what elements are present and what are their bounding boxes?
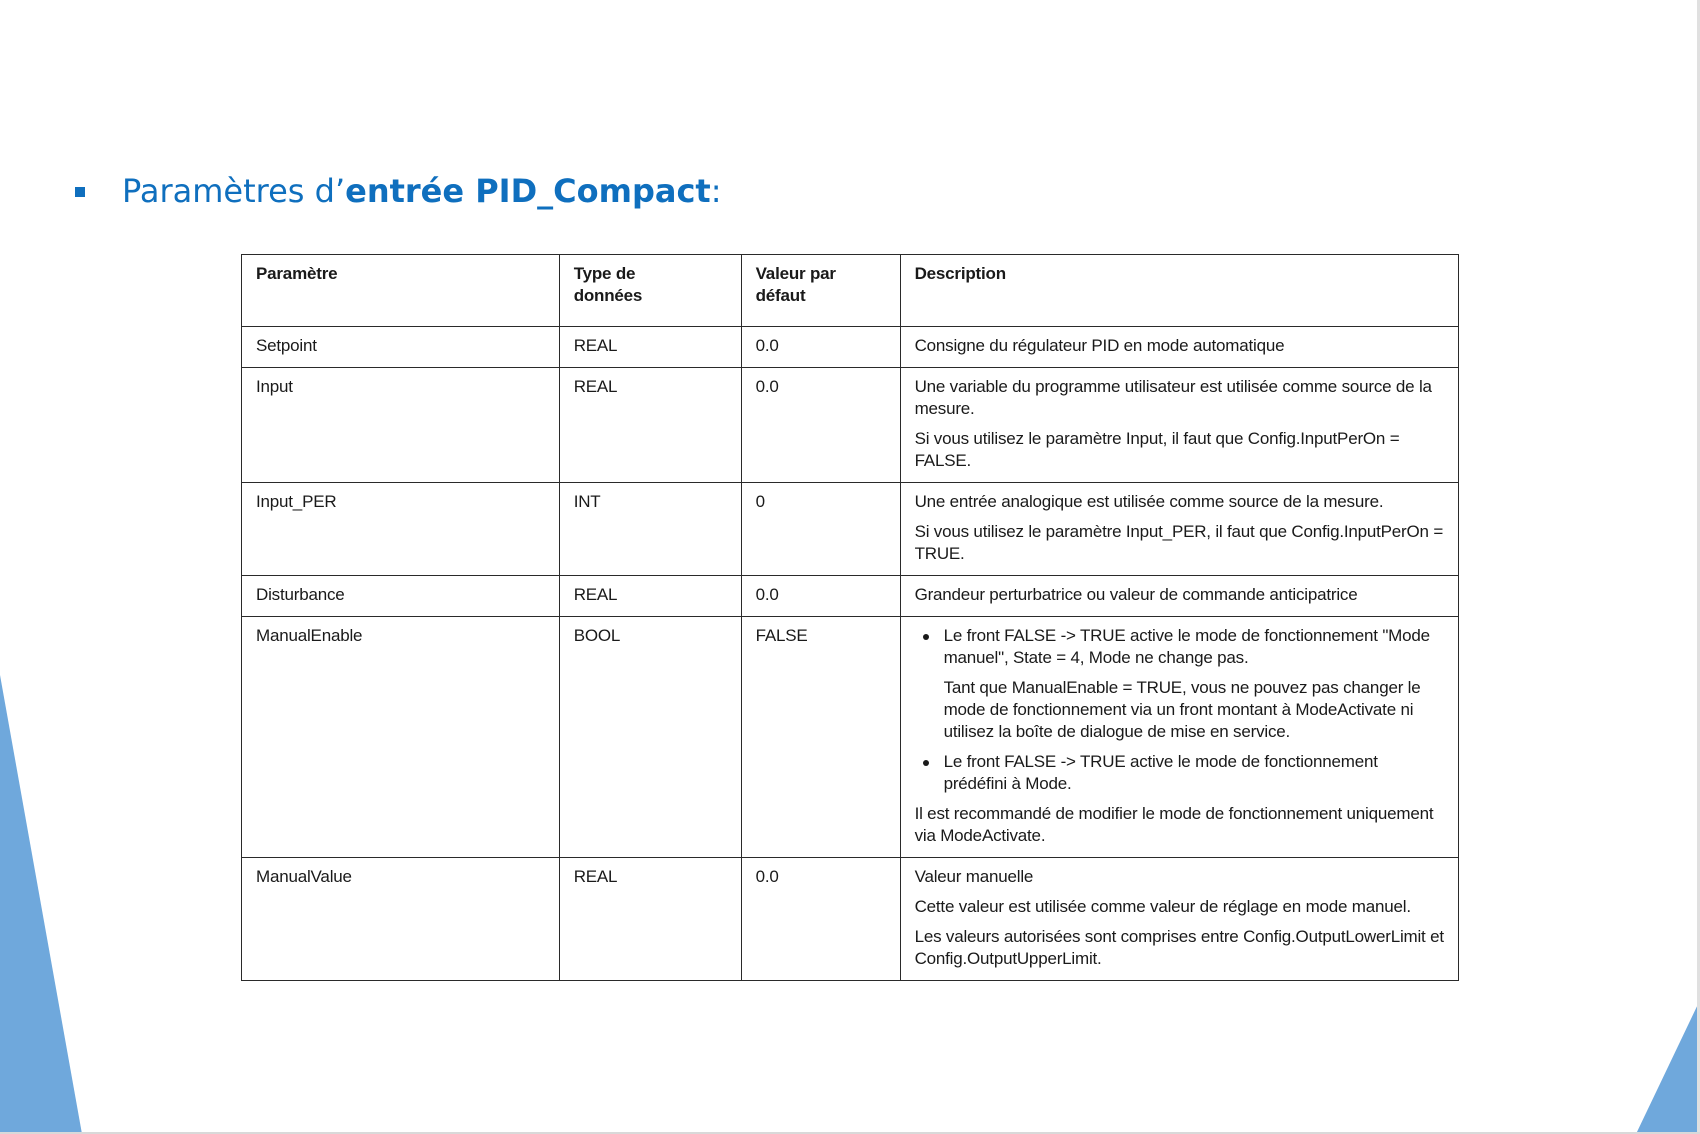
cell-param: Setpoint xyxy=(242,327,560,368)
header-parametre: Paramètre xyxy=(242,255,560,327)
title-prefix: Paramètres d’ xyxy=(122,172,346,210)
header-type: Type de données xyxy=(559,255,741,327)
cell-param: Input xyxy=(242,368,560,483)
table-row xyxy=(242,858,1459,981)
description-bullet-list xyxy=(915,625,1444,795)
cell-type: REAL xyxy=(559,858,741,981)
cell-default: 0 xyxy=(741,483,900,576)
cell-description xyxy=(900,483,1458,576)
cell-param: Disturbance xyxy=(242,576,560,617)
cell-description xyxy=(900,368,1458,483)
cell-param: ManualEnable xyxy=(242,617,560,858)
cell-type: REAL xyxy=(559,576,741,617)
cell-default: 0.0 xyxy=(741,576,900,617)
description-text: Une variable du programme utilisateur est utilisée comme source de la mesure. xyxy=(914,377,1432,418)
header-valeur: Valeur par défaut xyxy=(741,255,900,327)
cell-type: REAL xyxy=(559,368,741,483)
parameters-table xyxy=(241,254,1459,981)
cell-description xyxy=(900,327,1458,368)
slide-title xyxy=(75,168,722,214)
description-text: Cette valeur est utilisée comme valeur de réglage en mode manuel. xyxy=(914,897,1411,916)
table-row xyxy=(242,483,1459,576)
bullet-text: Le front FALSE -> TRUE active le mode de fonctionnement "Mode manuel", State = 4, Mode ne change pas. xyxy=(943,626,1430,667)
table-row xyxy=(242,368,1459,483)
table-row xyxy=(242,617,1459,858)
header-description: Description xyxy=(900,255,1458,327)
square-bullet-icon xyxy=(75,187,85,197)
title-suffix: : xyxy=(710,172,722,210)
bullet-text: Le front FALSE -> TRUE active le mode de fonctionnement prédéfini à Mode. xyxy=(943,752,1378,793)
right-blue-triangle xyxy=(1636,1000,1700,1134)
description-text: Les valeurs autorisées sont comprises entre Config.OutputLowerLimit et Config.OutputUpperLimit. xyxy=(914,927,1444,968)
table-header-row xyxy=(242,255,1459,327)
bullet-continuation-text: Tant que ManualEnable = TRUE, vous ne pouvez pas changer le mode de fonctionnement via un front montant à ModeActivate ni utilisez la boîte de dialogue de mise en service. xyxy=(943,678,1421,741)
description-text: Une entrée analogique est utilisée comme source de la mesure. xyxy=(914,492,1384,511)
cell-default: 0.0 xyxy=(741,858,900,981)
cell-description xyxy=(900,858,1458,981)
bullet-item xyxy=(944,625,1444,743)
cell-type: BOOL xyxy=(559,617,741,858)
cell-description xyxy=(900,617,1458,858)
bullet-item xyxy=(944,751,1444,795)
cell-type: INT xyxy=(559,483,741,576)
description-text: Valeur manuelle xyxy=(914,867,1034,886)
description-note: Il est recommandé de modifier le mode de fonctionnement uniquement via ModeActivate. xyxy=(914,804,1434,845)
description-text: Consigne du régulateur PID en mode automatique xyxy=(914,336,1285,355)
cell-default: FALSE xyxy=(741,617,900,858)
cell-default: 0.0 xyxy=(741,368,900,483)
title-bold: entrée PID_Compact xyxy=(345,172,711,210)
cell-description xyxy=(900,576,1458,617)
cell-param: ManualValue xyxy=(242,858,560,981)
table-row xyxy=(242,327,1459,368)
cell-default: 0.0 xyxy=(741,327,900,368)
description-text: Si vous utilisez le paramètre Input_PER, il faut que Config.InputPerOn = TRUE. xyxy=(914,522,1444,563)
table-row xyxy=(242,576,1459,617)
left-blue-triangle xyxy=(0,675,82,1134)
description-text: Grandeur perturbatrice ou valeur de commande anticipatrice xyxy=(914,585,1358,604)
description-text: Si vous utilisez le paramètre Input, il faut que Config.InputPerOn = FALSE. xyxy=(914,429,1400,470)
cell-type: REAL xyxy=(559,327,741,368)
cell-param: Input_PER xyxy=(242,483,560,576)
